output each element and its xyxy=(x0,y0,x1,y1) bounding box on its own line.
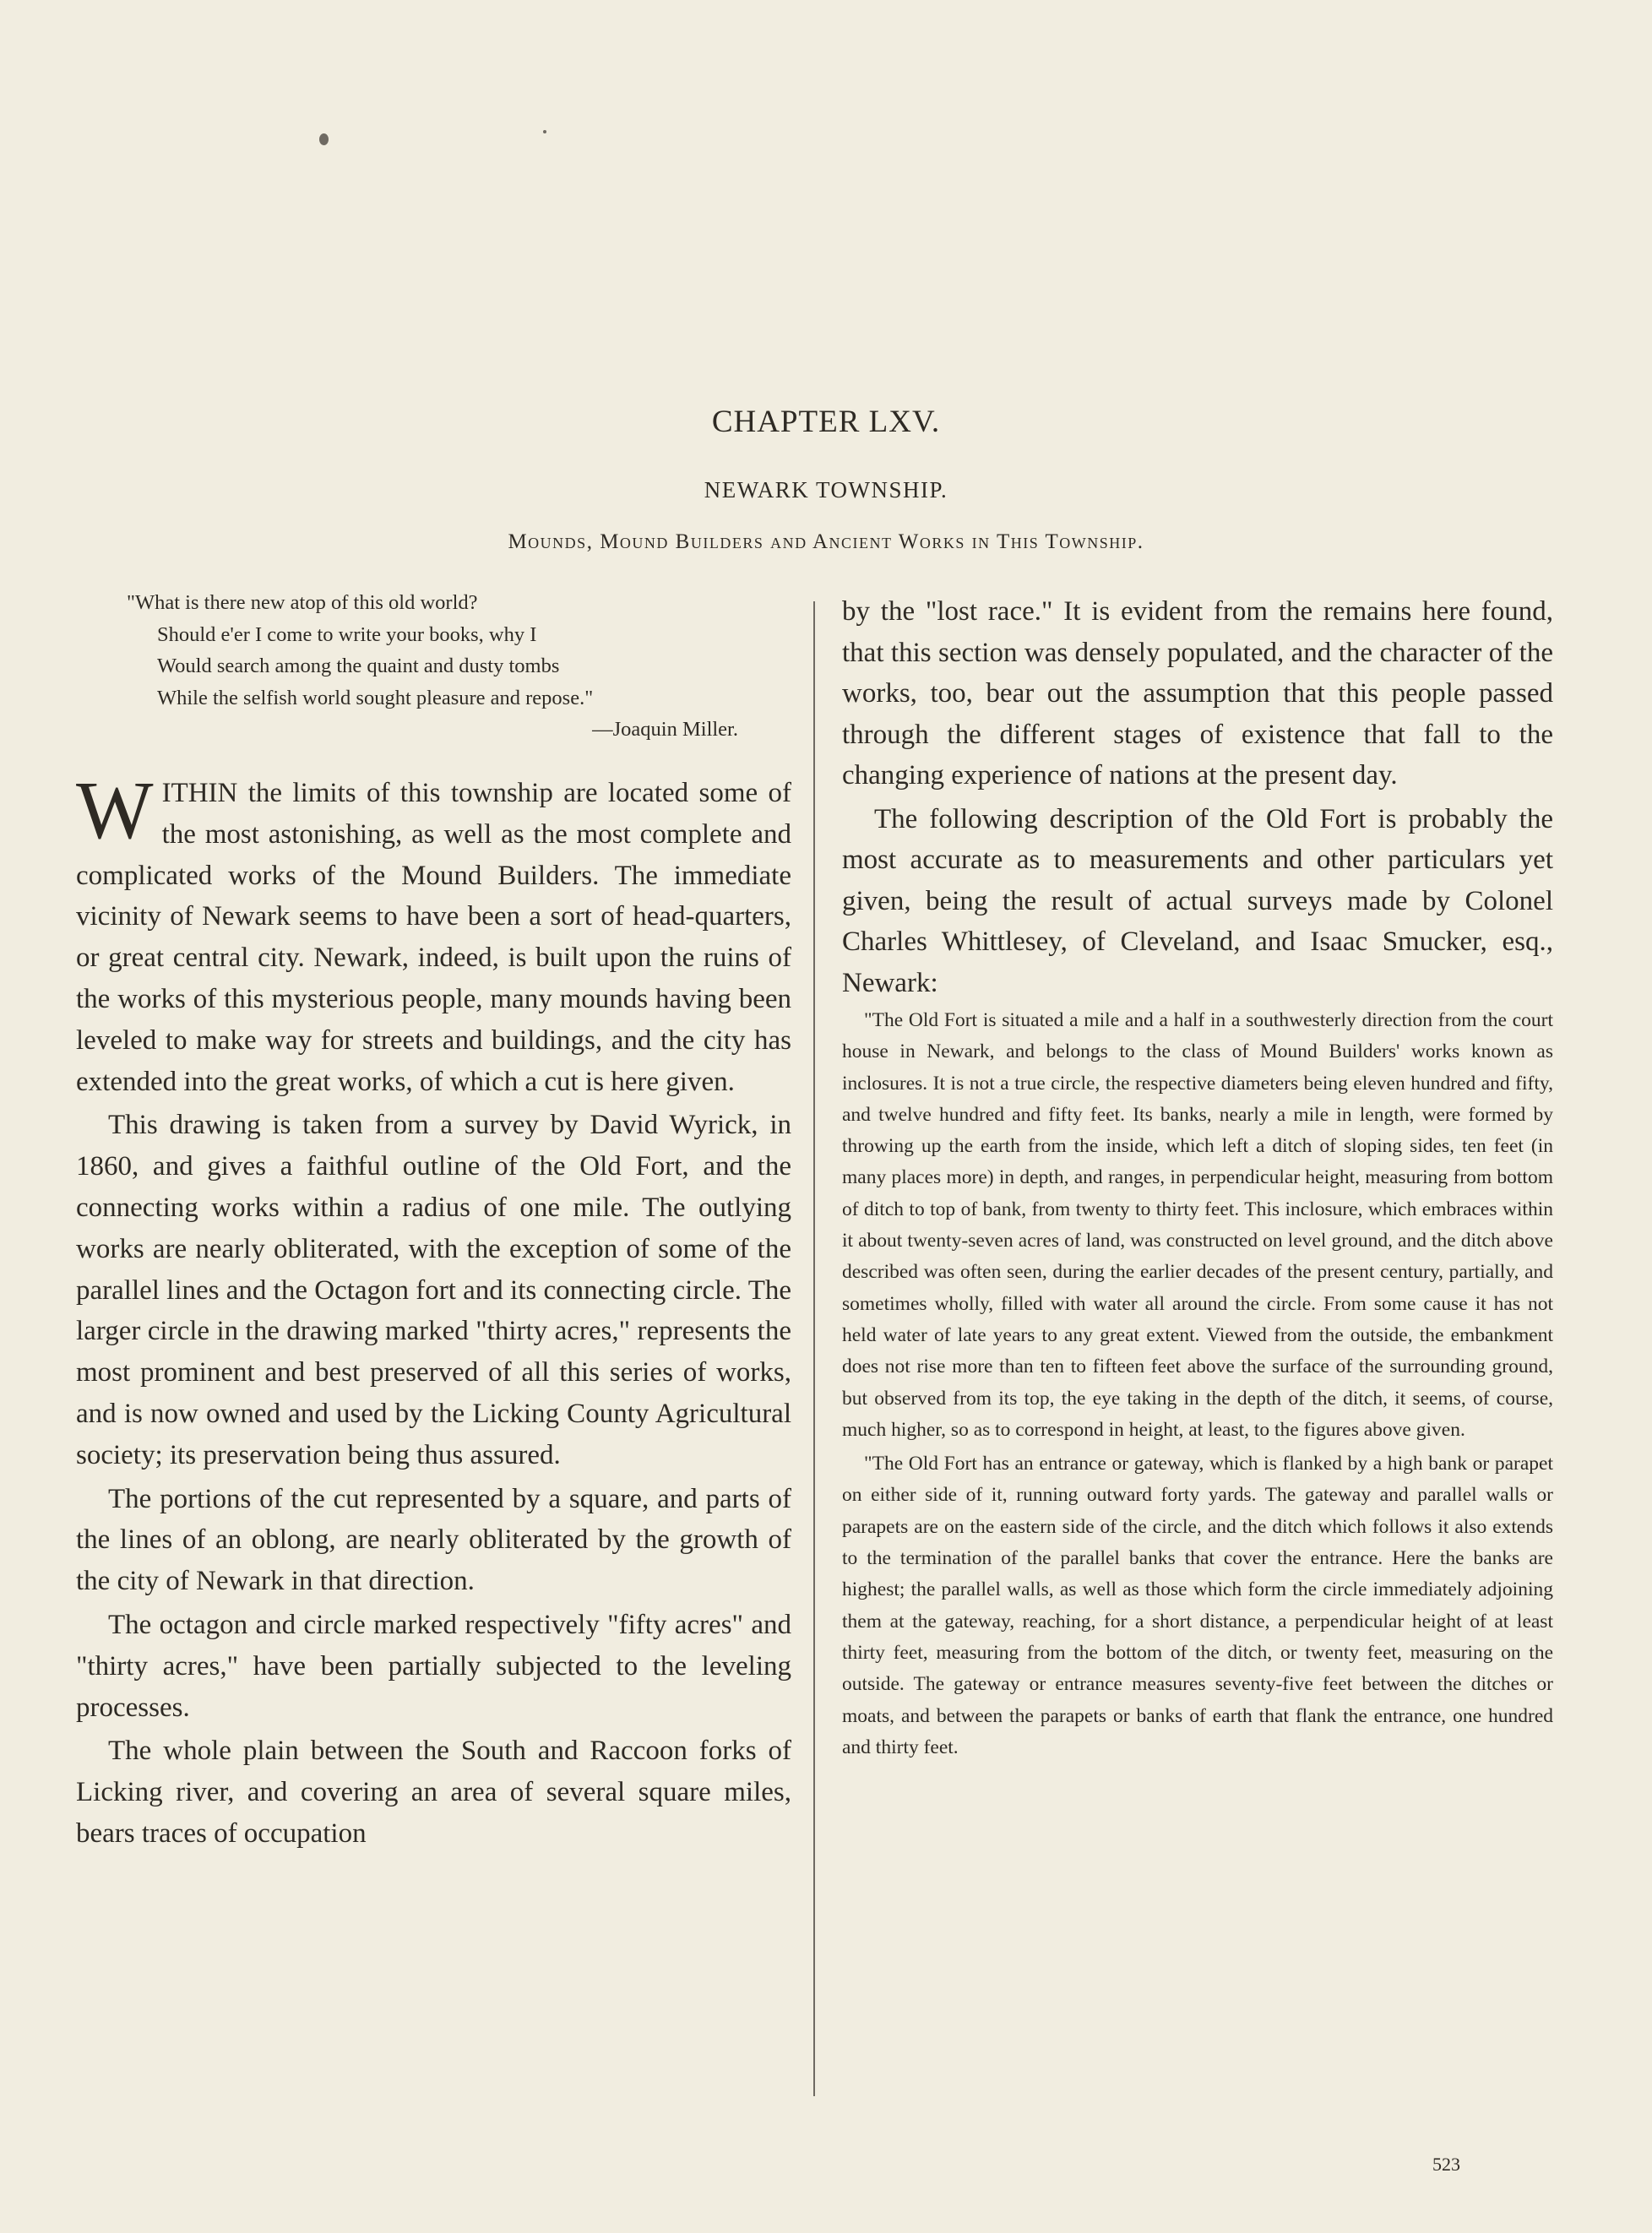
ink-speck xyxy=(319,133,329,145)
epigraph-line: While the selfish world sought pleasure and repose." xyxy=(157,686,594,709)
epigraph-line: Would search among the quaint and dusty tombs xyxy=(157,655,560,677)
chapter-heading: CHAPTER LXV. xyxy=(711,405,941,439)
column-divider xyxy=(813,601,815,2096)
block-quote xyxy=(842,1005,1553,1763)
page-number: 523 xyxy=(1432,2154,1460,2175)
body-paragraph: The octagon and circle marked respectively "fifty acres" and "thirty acres," have been partially subjected to the leveling processes. xyxy=(76,1609,791,1723)
chapter-subtitle: Mounds, Mound Builders and Ancient Works in This Township. xyxy=(508,530,1144,553)
epigraph-line: Should e'er I come to write your books, why I xyxy=(157,622,537,646)
quote-paragraph: "The Old Fort is situated a mile and a half in a southwesterly direction from the court house in Newark, and belongs to the class of Mound Builders' works known as inclosures. It is not a true circle, the respective diameters being eleven hundred and fifty, and twelve hundred and fifty feet. Its banks, nearly a mile in length, were formed by throwing up the earth from the inside, which left a ditch of sloping sides, ten feet (in many places more) in depth, and ranges, in perpendicular height, measuring from bottom of ditch to top of bank, from twenty to thirty feet. This inclosure, which embraces within it about twenty-seven acres of land, was constructed on level ground, and the ditch above described was often seen, during the earlier decades of the present century, partially, and sometimes wholly, filled with water all around the circle. From some cause it has not held water of late years to any great extent. Viewed from the outside, the embankment does not rise more than ten to fifteen feet above the surface of the surrounding ground, but observed from its top, the eye taking in the depth of the ditch, it seems, of course, much higher, so as to correspond in height, at least, to the figures above given. xyxy=(842,1009,1553,1441)
body-paragraph: This drawing is taken from a survey by David Wyrick, in 1860, and gives a faithful outline of the Old Fort, and the connecting works within a radius of one mile. The outlying works are nearly obliterated, with the exception of some of the parallel lines and the Octagon fort and its connecting circle. The larger circle in the drawing marked "thirty acres," represents the most prominent and best preserved of all this series of works, and is now owned and used by the Licking County Agricultural society; its preservation being thus assured. xyxy=(76,1110,791,1470)
body-paragraph: The whole plain between the South and Raccoon forks of Licking river, and covering an area of several square miles, bears traces of occupation xyxy=(76,1736,791,1849)
body-paragraph: The following description of the Old Fort is probably the most accurate as to measurements and other particulars yet given, being the result of actual surveys made by Colonel Charles Whittlesey, of Cleveland, and Isaac Smucker, esq., Newark: xyxy=(842,803,1553,998)
intro-text: ITHIN the limits of this township are located some of the most astonishing, as well as the most complete and complicated works of the Mound Builders. The immediate vicinity of Newark seems to have been a sort of head-quarters, or great central city. Newark, indeed, is built upon the ruins of the works of this mysterious people, many mounds having been leveled to make way for streets and buildings, and the city has extended into the great works, of which a cut is here given. xyxy=(76,778,791,1097)
ink-speck xyxy=(543,130,546,133)
epigraph-attribution: —Joaquin Miller. xyxy=(592,718,738,741)
quote-paragraph: "The Old Fort has an entrance or gateway, which is flanked by a high bank or parapet on either side of it, running outward forty yards. The gateway and parallel walls or parapets are on the eastern side of the circle, and the ditch which follows it also extends to the termination of the parallel banks that cover the entrance. Here the banks are highest; the parallel walls, as well as those which form the circle immediately adjoining them at the gateway, reaching, for a short distance, a perpendicular height of at least thirty feet, measuring from the bottom of the ditch, or twenty feet, measuring on the outside. The gateway or entrance measures seventy-five feet between the ditches or moats, and between the parapets or banks of earth that flank the entrance, one hundred and thirty feet. xyxy=(842,1453,1553,1758)
intro-paragraph xyxy=(76,765,791,1102)
left-column xyxy=(76,765,791,1855)
epigraph xyxy=(127,587,743,746)
epigraph-line: "What is there new atop of this old world? xyxy=(127,591,478,614)
right-column xyxy=(842,591,1553,1763)
township-heading: NEWARK TOWNSHIP. xyxy=(704,477,948,503)
body-paragraph: The portions of the cut represented by a square, and parts of the lines of an oblong, are nearly obliterated by the growth of the city of Newark in that direction. xyxy=(76,1483,791,1597)
body-paragraph: by the "lost race." It is evident from the remains here found, that this section was densely populated, and the character of the works, too, bear out the assumption that this people passed through the different stages of existence that fall to the changing experience of nations at the present day. xyxy=(842,596,1553,791)
drop-cap: W xyxy=(76,765,154,856)
